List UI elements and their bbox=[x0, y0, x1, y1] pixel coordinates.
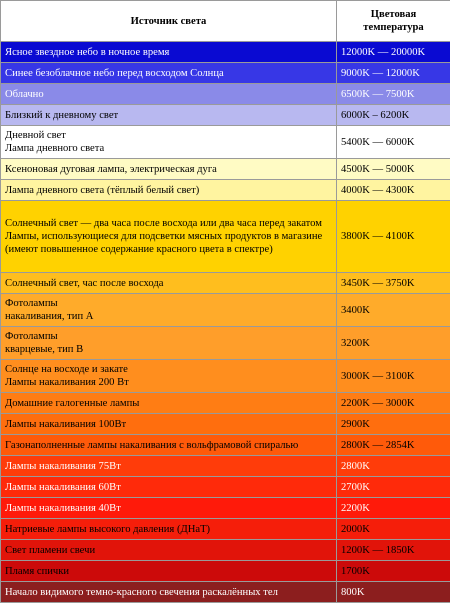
color-temperature-cell: 2700K bbox=[337, 477, 450, 498]
color-temperature-cell: 1200K — 1850K bbox=[337, 540, 450, 561]
light-source-cell: Домашние галогенные лампы bbox=[1, 393, 337, 414]
light-source-cell: Ксеноновая дуговая лампа, электрическая дуга bbox=[1, 159, 337, 180]
light-source-cell: Лампы накаливания 75Вт bbox=[1, 456, 337, 477]
color-temperature-cell: 2800K — 2854K bbox=[337, 435, 450, 456]
color-temperature-cell: 1700K bbox=[337, 561, 450, 582]
light-source-cell: Газонаполненные лампы накаливания с вольфрамовой спиралью bbox=[1, 435, 337, 456]
light-source-cell: Солнце на восходе и закате Лампы накаливания 200 Вт bbox=[1, 360, 337, 393]
light-source-cell: Лампа дневного света (тёплый белый свет) bbox=[1, 180, 337, 201]
color-temperature-cell: 4000K — 4300K bbox=[337, 180, 450, 201]
table-body bbox=[1, 42, 450, 603]
light-source-cell: Натриевые лампы высокого давления (ДНаТ) bbox=[1, 519, 337, 540]
table-row bbox=[1, 540, 450, 561]
color-temperature-cell: 5400K — 6000K bbox=[337, 126, 450, 159]
table-row bbox=[1, 435, 450, 456]
color-temperature-cell: 3200K bbox=[337, 327, 450, 360]
table-row bbox=[1, 582, 450, 603]
table-row bbox=[1, 414, 450, 435]
light-source-cell: Начало видимого темно-красного свечения раскалённых тел bbox=[1, 582, 337, 603]
color-temperature-cell: 800K bbox=[337, 582, 450, 603]
color-temperature-cell: 12000K — 20000K bbox=[337, 42, 450, 63]
table-row bbox=[1, 84, 450, 105]
color-temperature-cell: 2800K bbox=[337, 456, 450, 477]
table-row bbox=[1, 180, 450, 201]
table-row bbox=[1, 456, 450, 477]
table-header-row bbox=[1, 1, 450, 42]
color-temperature-cell: 2000K bbox=[337, 519, 450, 540]
light-source-cell: Фотолампы кварцевые, тип B bbox=[1, 327, 337, 360]
table-row bbox=[1, 63, 450, 84]
color-temperature-cell: 2900K bbox=[337, 414, 450, 435]
header-color-temperature: Цветовая температура bbox=[337, 1, 450, 42]
table-row bbox=[1, 159, 450, 180]
color-temperature-cell: 4500K — 5000K bbox=[337, 159, 450, 180]
light-source-cell: Лампы накаливания 100Вт bbox=[1, 414, 337, 435]
table-row bbox=[1, 519, 450, 540]
color-temperature-cell: 3450K — 3750K bbox=[337, 273, 450, 294]
table-row bbox=[1, 294, 450, 327]
color-temperature-cell: 2200K — 3000K bbox=[337, 393, 450, 414]
table-row bbox=[1, 126, 450, 159]
light-source-cell: Дневной свет Лампа дневного света bbox=[1, 126, 337, 159]
light-source-cell: Солнечный свет — два часа после восхода или два часа перед закатом Лампы, использующиеся для подсветки мясных продуктов в магазине (имеют повышенное содержание красного цвета в спектре) bbox=[1, 201, 337, 273]
color-temperature-cell: 3800K — 4100K bbox=[337, 201, 450, 273]
color-temperature-cell: 6500K — 7500K bbox=[337, 84, 450, 105]
light-source-cell: Фотолампы накаливания, тип A bbox=[1, 294, 337, 327]
color-temperature-cell: 3000K — 3100K bbox=[337, 360, 450, 393]
color-temperature-cell: 2200K bbox=[337, 498, 450, 519]
light-source-cell: Солнечный свет, час после восхода bbox=[1, 273, 337, 294]
table-row bbox=[1, 360, 450, 393]
table-row bbox=[1, 273, 450, 294]
color-temperature-cell: 3400K bbox=[337, 294, 450, 327]
light-source-cell: Лампы накаливания 40Вт bbox=[1, 498, 337, 519]
table-row bbox=[1, 477, 450, 498]
color-temperature-cell: 6000K – 6200K bbox=[337, 105, 450, 126]
table-row bbox=[1, 201, 450, 273]
light-source-cell: Ясное звездное небо в ночное время bbox=[1, 42, 337, 63]
light-source-cell: Синее безоблачное небо перед восходом Солнца bbox=[1, 63, 337, 84]
light-source-cell: Пламя спички bbox=[1, 561, 337, 582]
table-row bbox=[1, 327, 450, 360]
table-row bbox=[1, 393, 450, 414]
light-source-cell: Лампы накаливания 60Вт bbox=[1, 477, 337, 498]
light-source-cell: Облачно bbox=[1, 84, 337, 105]
header-light-source: Источник света bbox=[1, 1, 337, 42]
table-row bbox=[1, 498, 450, 519]
color-temperature-cell: 9000K — 12000K bbox=[337, 63, 450, 84]
light-source-cell: Свет пламени свечи bbox=[1, 540, 337, 561]
table-row bbox=[1, 105, 450, 126]
table-row bbox=[1, 561, 450, 582]
light-source-cell: Близкий к дневному свет bbox=[1, 105, 337, 126]
table-row bbox=[1, 42, 450, 63]
